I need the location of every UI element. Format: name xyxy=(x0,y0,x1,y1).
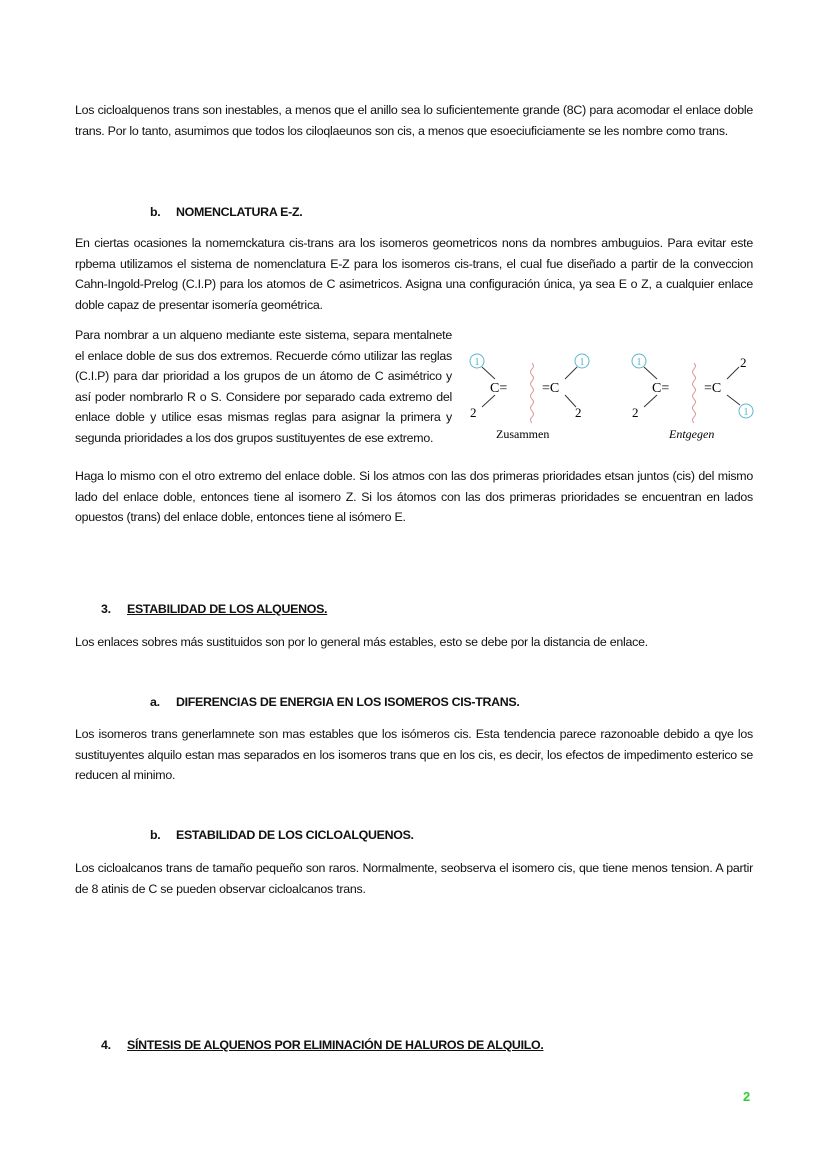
paragraph-stability: Los enlaces sobres más sustituidos son por lo general más estables, esto se debe por la distancia de enlace. xyxy=(75,635,648,649)
priority-1-label: 1 xyxy=(743,406,749,418)
priority-2-label: 2 xyxy=(740,355,747,370)
bond-split-line xyxy=(693,363,696,423)
heading-text: DIFERENCIAS DE ENERGIA EN LOS ISOMEROS CIS-TRANS. xyxy=(176,695,520,709)
paragraph-cycloalkenes-trans: Los cicloalquenos trans son inestables, a menos que el anillo sea lo suficientemente grande (8C) para acomodar el enlace doble trans. Por lo tanto, asumimos que todos los ciloqlaeunos son cis, a menos que esoeciuficiamente se les nombre como trans. xyxy=(75,103,753,138)
heading-sintesis-alquenos xyxy=(101,1038,543,1052)
paragraph-cycloalkane-stability: Los cicloalcanos trans de tamaño pequeño son raros. Normalmente, seobserva el isomero cis, que tiene menos tension. A partir de 8 atinis de C se pueden observar cicloalcanos trans. xyxy=(75,861,753,896)
carbon-left: C= xyxy=(490,381,508,396)
paragraph-ez-method: Para nombrar a un alqueno mediante este sistema, separa mentalnete el enlace doble de sus dos extremos. Recuerde cómo utilizar las reglas (C.I.P) para dar prioridad a los grupos de un átomo de C asimétrico y así poder nombrarlo R o S. Considere por separado cada extremo del enlace doble y utilice esas mismas reglas para asignar la primera y segunda prioridades a los dos grupos sustituyentes de ese extremo. xyxy=(75,328,452,445)
priority-2-label: 2 xyxy=(575,405,582,420)
zusammen-structure xyxy=(470,354,589,441)
carbon-right: =C xyxy=(704,381,722,396)
heading-number: a. xyxy=(150,695,160,709)
paragraph-cis-trans-energy: Los isomeros trans generlamnete son mas estables que los isómeros cis. Esta tendencia parece razonoable debido a qye los sustituyentes alquilo estan mas separados en los isomeros trans que en los cis, es decir, los efectos de impedimento esterico se reducen al minimo. xyxy=(75,727,753,783)
carbon-right: =C xyxy=(542,381,560,396)
heading-number: 4. xyxy=(101,1038,111,1052)
heading-number: b. xyxy=(150,828,161,842)
page-number: 2 xyxy=(743,1089,751,1104)
heading-text: ESTABILIDAD DE LOS ALQUENOS. xyxy=(127,602,328,616)
entgegen-structure xyxy=(632,354,753,441)
heading-estabilidad-cicloalquenos xyxy=(150,828,414,842)
zusammen-label: Zusammen xyxy=(496,427,550,441)
heading-number: b. xyxy=(150,205,161,219)
heading-diferencias-energia xyxy=(150,695,520,709)
priority-1-label: 1 xyxy=(579,356,585,368)
entgegen-label: Entgegen xyxy=(669,427,715,441)
priority-1-label: 1 xyxy=(636,356,642,368)
heading-text: ESTABILIDAD DE LOS CICLOALQUENOS. xyxy=(176,828,414,842)
priority-1-label: 1 xyxy=(474,356,480,368)
carbon-left: C= xyxy=(652,381,670,396)
paragraph-ez-continuation: Haga lo mismo con el otro extremo del enlace doble. Si los atmos con las dos primeras prioridades etsan juntos (cis) del mismo lado del enlace doble, entonces tiene al isomero Z. Si los átomos con las dos primeras prioridades se encuentran en lados opuestos (trans) del enlace doble, entonces tiene al isómero E. xyxy=(75,469,753,525)
ez-isomer-diagram xyxy=(462,345,762,450)
priority-2-label: 2 xyxy=(632,405,639,420)
bond-split-line xyxy=(531,363,534,423)
heading-text: NOMENCLATURA E-Z. xyxy=(176,205,303,219)
heading-number: 3. xyxy=(101,602,111,616)
heading-nomenclatura-ez xyxy=(150,205,302,219)
priority-2-label: 2 xyxy=(470,405,477,420)
heading-estabilidad-alquenos xyxy=(101,602,327,616)
paragraph-ez-intro: En ciertas ocasiones la nomemckatura cis-trans ara los isomeros geometricos nons da nombres ambuguios. Para evitar este rpbema utilizamos el sistema de nomenclatura E-Z para los isomeros cis-trans, el cual fue diseñado a partir de la conveccion Cahn-Ingold-Prelog (C.I.P) para los atomos de C asimetricos. Asigna una configuración única, ya sea E o Z, a cualquier enlace doble capaz de presentar isomería geométrica. xyxy=(75,236,753,312)
heading-text: SÍNTESIS DE ALQUENOS POR ELIMINACIÓN DE HALUROS DE ALQUILO. xyxy=(127,1038,544,1052)
